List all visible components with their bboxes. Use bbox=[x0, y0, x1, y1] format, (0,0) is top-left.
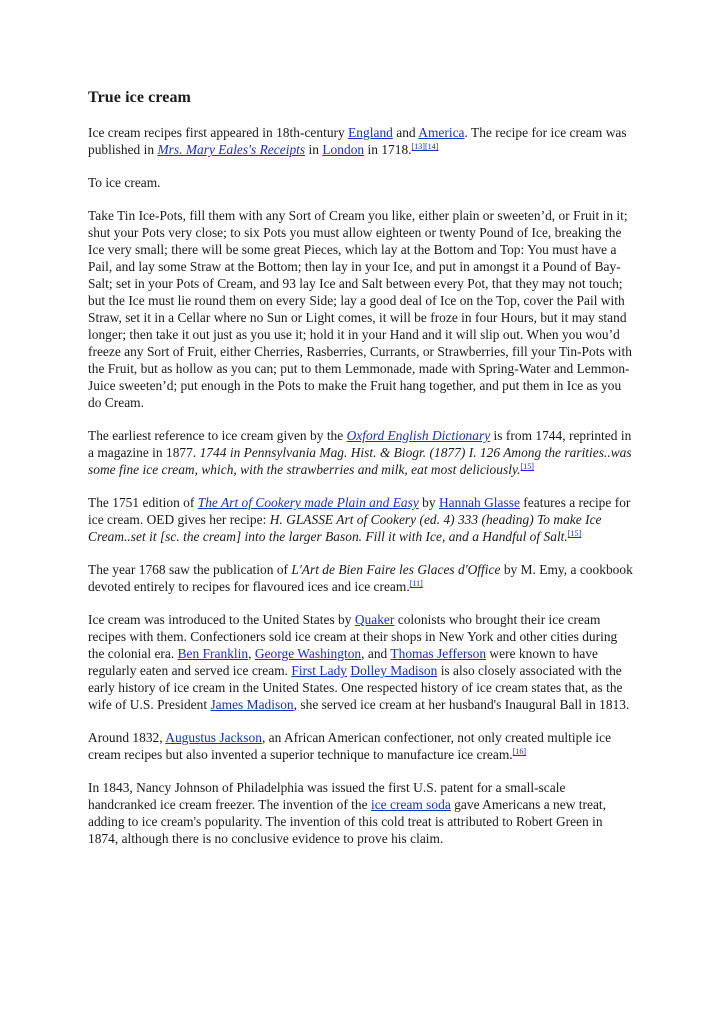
text: colonists who brought their ice cream recipes with them. Confectioners sold ice cream at their shops in New York and other cities during the colonial era. bbox=[88, 612, 618, 661]
reference-15[interactable]: [15] bbox=[520, 462, 534, 471]
paragraph-recipe-text: Take Tin Ice-Pots, fill them with any Sort of Cream you like, either plain or sweeten’d, or Fruit in it; shut your Pots very close; to six Pots you must allow eighteen or twenty Pound of Ice, breaking the Ice very small; there will be some great Pieces, which lay at the Bottom and Top: You must have a Pail, and lay some Straw at the Bottom; then lay in your Ice, and put in amongst it a Pound of Bay-Salt; set in your Pots of Cream, and 93 lay Ice and Salt between every Pot, that they may not touch; but the Ice must lie round them on every Side; lay a good deal of Ice on the Top, cover the Pail with Straw, set it in a Cellar where no Sun or Light comes, it will be froze in four Hours, but it may stand longer; then take it out just as you use it; hold it in your Hand and it will slip out. When you wou’d freeze any Sort of Fruit, either Cherries, Rasberries, Currants, or Strawberries, fill your Tin-Pots with the Fruit, but as hollow as you can; put to them Lemmonade, made with Spring-Water and Lemmon-Juice sweeten’d; put enough in the Pots to make the Fruit hang together, and put them in Ice as you do Cream. bbox=[88, 208, 632, 410]
quote-glasse: H. GLASSE Art of Cookery (ed. 4) 333 (heading) To make Ice Cream..set it [sc. the cream] into the larger Bason. Fill it with Ice, and a Handful of Salt. bbox=[88, 512, 602, 544]
paragraph-nancy-johnson bbox=[88, 779, 636, 847]
text: Ice cream was introduced to the United States by bbox=[88, 612, 355, 627]
paragraph-art-of-cookery bbox=[88, 494, 636, 545]
link-ben-franklin[interactable]: Ben Franklin bbox=[177, 646, 249, 661]
text: . The recipe for ice cream was published in bbox=[88, 125, 627, 157]
document-page bbox=[88, 88, 636, 863]
text: In 1843, Nancy Johnson of Philadelphia was issued the first U.S. patent for a small-scale handcranked ice cream freezer. The invention of the bbox=[88, 780, 566, 812]
text: were known to have regularly eaten and served ice cream. bbox=[88, 646, 598, 678]
text: The year 1768 saw the publication of bbox=[88, 562, 292, 577]
paragraph-emy-1768 bbox=[88, 561, 636, 595]
section-title: True ice cream bbox=[88, 89, 191, 106]
reference-13[interactable]: [13] bbox=[411, 142, 425, 151]
text: and bbox=[392, 125, 419, 140]
paragraph-to-ice-cream: To ice cream. bbox=[88, 175, 161, 190]
link-first-lady[interactable]: First Lady bbox=[291, 663, 347, 678]
text: features a recipe for ice cream. OED gives her recipe: bbox=[88, 495, 631, 527]
link-ice-cream-soda[interactable]: ice cream soda bbox=[370, 797, 451, 812]
book-title: L'Art de Bien Faire les Glaces d'Office bbox=[291, 562, 501, 577]
text: is from 1744, reprinted in a magazine in 1877. bbox=[88, 428, 632, 460]
reference-14[interactable]: [14] bbox=[424, 142, 439, 151]
text: gave Americans a new treat, adding to ice cream's popularity. The invention of this cold treat is attributed to Robert Green in 1874, although there is no conclusive evidence to prove his claim. bbox=[88, 797, 607, 846]
link-art-of-cookery[interactable]: The Art of Cookery made Plain and Easy bbox=[197, 495, 419, 510]
text: in bbox=[305, 142, 323, 157]
link-oxford-english-dictionary[interactable]: Oxford English Dictionary bbox=[346, 428, 491, 443]
link-mary-eales-receipts[interactable]: Mrs. Mary Eales's Receipts bbox=[157, 142, 306, 157]
text: The earliest reference to ice cream given by the bbox=[88, 428, 347, 443]
link-england[interactable]: England bbox=[348, 125, 393, 140]
link-james-madison[interactable]: James Madison bbox=[210, 697, 294, 712]
text: in 1718. bbox=[364, 142, 412, 157]
text: The 1751 edition of bbox=[88, 495, 198, 510]
paragraph-united-states bbox=[88, 611, 636, 713]
link-thomas-jefferson[interactable]: Thomas Jefferson bbox=[390, 646, 487, 661]
reference-16[interactable]: [16] bbox=[512, 747, 527, 756]
reference-11[interactable]: [11] bbox=[409, 579, 423, 588]
text: by bbox=[418, 495, 439, 510]
paragraph-recipes-origin bbox=[88, 124, 636, 158]
link-hannah-glasse[interactable]: Hannah Glasse bbox=[438, 495, 520, 510]
link-george-washington[interactable]: George Washington bbox=[254, 646, 362, 661]
text: is also closely associated with the early history of ice cream in the United States. One respected history of ice cream states that, as the wife of U.S. President bbox=[88, 663, 623, 712]
reference-15[interactable]: [15] bbox=[567, 529, 582, 538]
link-america[interactable]: America bbox=[418, 125, 465, 140]
paragraph-augustus-jackson bbox=[88, 729, 636, 763]
link-london[interactable]: London bbox=[322, 142, 365, 157]
text: Around 1832, bbox=[88, 730, 166, 745]
text: , an African American confectioner, not only created multiple ice cream recipes but also invented a superior technique to manufacture ice cream. bbox=[88, 730, 612, 762]
link-quaker[interactable]: Quaker bbox=[354, 612, 395, 627]
text: , bbox=[248, 646, 255, 661]
text: Ice cream recipes first appeared in 18th-century bbox=[88, 125, 349, 140]
paragraph-oed-reference bbox=[88, 427, 636, 478]
link-dolley-madison[interactable]: Dolley Madison bbox=[350, 663, 438, 678]
text: , she served ice cream at her husband's Inaugural Ball in 1813. bbox=[293, 697, 630, 712]
text: by M. Emy, a cookbook devoted entirely to recipes for flavoured ices and ice cream. bbox=[88, 562, 633, 594]
quote-1744: 1744 in Pennsylvania Mag. Hist. & Biogr. (1877) I. 126 Among the rarities..was some fine ice cream, which, with the strawberries and milk, eat most deliciously. bbox=[88, 445, 632, 477]
text: , and bbox=[361, 646, 391, 661]
link-augustus-jackson[interactable]: Augustus Jackson bbox=[165, 730, 262, 745]
